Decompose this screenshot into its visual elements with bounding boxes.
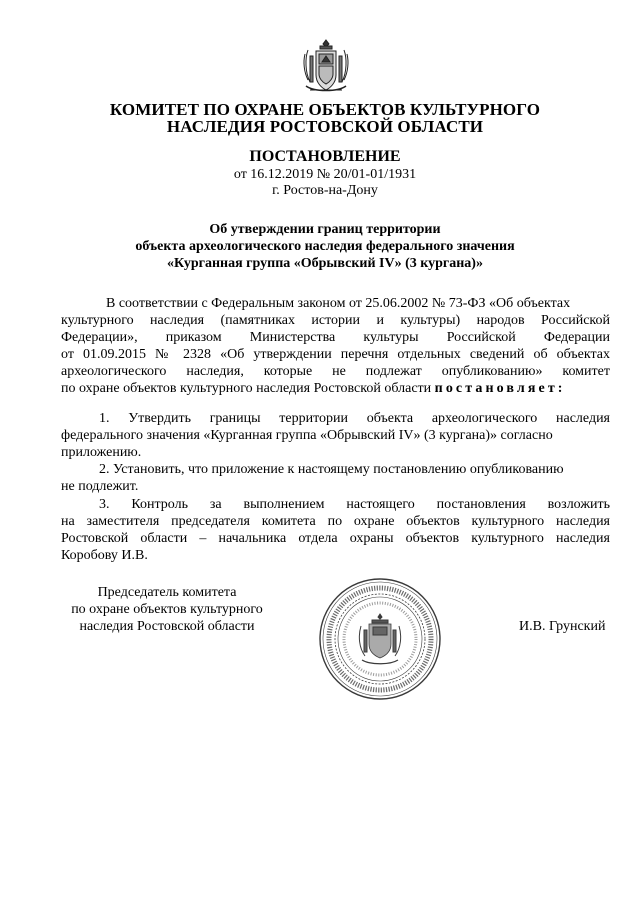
subject-line2: объекта археологического наследия федерального значения xyxy=(135,239,515,254)
item3-line2: на заместителя председателя комитета по охране объектов культурного наследия xyxy=(61,514,610,529)
document-city: г. Ростов-на-Дону xyxy=(272,183,378,198)
item3-line4: Коробову И.В. xyxy=(61,548,148,563)
resolves-word: постановляет: xyxy=(434,381,566,396)
document-date-number: от 16.12.2019 № 20/01-01/1931 xyxy=(233,167,417,182)
preamble-line2: культурного наследия (памятниках истории и культуры) народов Российской xyxy=(61,313,610,328)
item1-line2: федерального значения «Курганная группа «Обрывский IV» (3 кургана)» согласно xyxy=(61,428,553,443)
item2-line1: 2. Установить, что приложение к настоящему постановлению опубликованию xyxy=(99,462,564,477)
preamble-line3: Федерации», приказом Министерства культуры Российской Федерации xyxy=(61,330,610,345)
org-title-line1: КОМИТЕТ ПО ОХРАНЕ ОБЪЕКТОВ КУЛЬТУРНОГО xyxy=(109,100,541,119)
org-title-line2: НАСЛЕДИЯ РОСТОВСКОЙ ОБЛАСТИ xyxy=(166,117,484,136)
preamble-line1: В соответствии с Федеральным законом от 25.06.2002 № 73-ФЗ «Об объектах xyxy=(106,296,571,311)
preamble-line6 xyxy=(61,380,566,397)
preamble-line4: от 01.09.2015 № 2328 «Об утверждении перечня отдельных сведений об объектах xyxy=(61,347,610,362)
signer-position-line2: по охране объектов культурного xyxy=(71,602,263,617)
document-type: ПОСТАНОВЛЕНИЕ xyxy=(249,148,401,165)
rostov-oblast-coat-of-arms-icon xyxy=(298,38,354,96)
subject-line3: «Курганная группа «Обрывский IV» (3 кургана)» xyxy=(167,256,483,271)
item2-line2: не подлежит. xyxy=(61,479,139,494)
item1-line1: 1. Утвердить границы территории объекта археологического наследия xyxy=(99,411,610,426)
subject-line1: Об утверждении границ территории xyxy=(209,222,441,237)
signer-position-line3: наследия Ростовской области xyxy=(79,619,255,634)
official-round-seal-icon xyxy=(317,576,443,702)
item1-line3: приложению. xyxy=(61,445,142,460)
signer-position-line1: Председатель комитета xyxy=(97,585,237,600)
preamble-line5: археологического наследия, которые не подлежат опубликованию» комитет xyxy=(61,364,610,379)
signer-name: И.В. Грунский xyxy=(519,619,606,634)
preamble-line6-text: по охране объектов культурного наследия Ростовской области xyxy=(61,381,432,396)
item3-line1: 3. Контроль за выполнением настоящего постановления возложить xyxy=(99,497,610,512)
item3-line3: Ростовской области – начальника отдела охраны объектов культурного наследия xyxy=(61,531,610,546)
